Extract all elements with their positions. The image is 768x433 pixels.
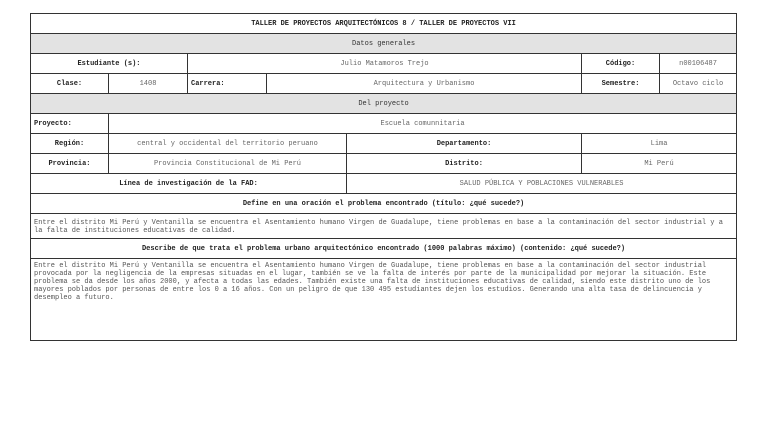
form-title: TALLER DE PROYECTOS ARQUITECTÓNICOS 8 / TALLER DE PROYECTOS VII (31, 14, 737, 34)
section-datos-generales: Datos generales (31, 34, 737, 54)
semestre-value: Octavo ciclo (660, 74, 737, 94)
linea-investigacion-label: Línea de investigación de la FAD: (31, 174, 347, 194)
distrito-label: Distrito: (347, 154, 582, 174)
region-label: Región: (31, 134, 109, 154)
departamento-value: Lima (582, 134, 737, 154)
distrito-value: Mi Perú (582, 154, 737, 174)
describe-problem-heading: Describe de que trata el problema urbano arquitectónico encontrado (1000 palabras máximo) (contenido: ¿qué sucede?) (31, 239, 737, 259)
project-form-sheet (30, 13, 736, 341)
project-form-table (30, 13, 737, 341)
linea-investigacion-value: SALUD PÚBLICA Y POBLACIONES VULNERABLES (347, 174, 737, 194)
departamento-label: Departamento: (347, 134, 582, 154)
proyecto-label: Proyecto: (31, 114, 109, 134)
define-problem-text: Entre el distrito Mi Perú y Ventanilla se encuentra el Asentamiento humano Virgen de Guadalupe, tiene problemas en base a la contaminación del sector industrial y a la falta de instituciones educativas de calidad. (31, 214, 737, 239)
estudiante-label: Estudiante (s): (31, 54, 188, 74)
codigo-value: n00106487 (660, 54, 737, 74)
codigo-label: Código: (582, 54, 660, 74)
carrera-value: Arquitectura y Urbanismo (267, 74, 582, 94)
region-value: central y occidental del territorio peruano (109, 134, 347, 154)
clase-label: Clase: (31, 74, 109, 94)
carrera-label: Carrera: (188, 74, 267, 94)
estudiante-value: Julio Matamoros Trejo (188, 54, 582, 74)
provincia-label: Provincia: (31, 154, 109, 174)
clase-value: 1408 (109, 74, 188, 94)
define-problem-heading: Define en una oración el problema encontrado (título: ¿qué sucede?) (31, 194, 737, 214)
describe-problem-text: Entre el distrito Mi Perú y Ventanilla se encuentra el Asentamiento humano Virgen de Guadalupe, tiene problemas en base a la contaminación del sector industrial provocada por la negligencia de la empresas situadas en el lugar, también se ve la falta de interés por parte de la municipalidad por mejorar la situación. Este problema se da desde los años 2000, y afecta a todas las edades. También existe una falta de instituciones educativas de calidad, siendo este distrito uno de los mayores poblados por personas de entre los 0 a 16 años. Con un peligro de que 130 495 estudiantes dejen los estudios. Generando una alta tasa de delincuencia y desempleo a futuro. (31, 259, 737, 341)
provincia-value: Provincia Constitucional de Mi Perú (109, 154, 347, 174)
proyecto-value: Escuela comunnitaria (109, 114, 737, 134)
semestre-label: Semestre: (582, 74, 660, 94)
section-del-proyecto: Del proyecto (31, 94, 737, 114)
